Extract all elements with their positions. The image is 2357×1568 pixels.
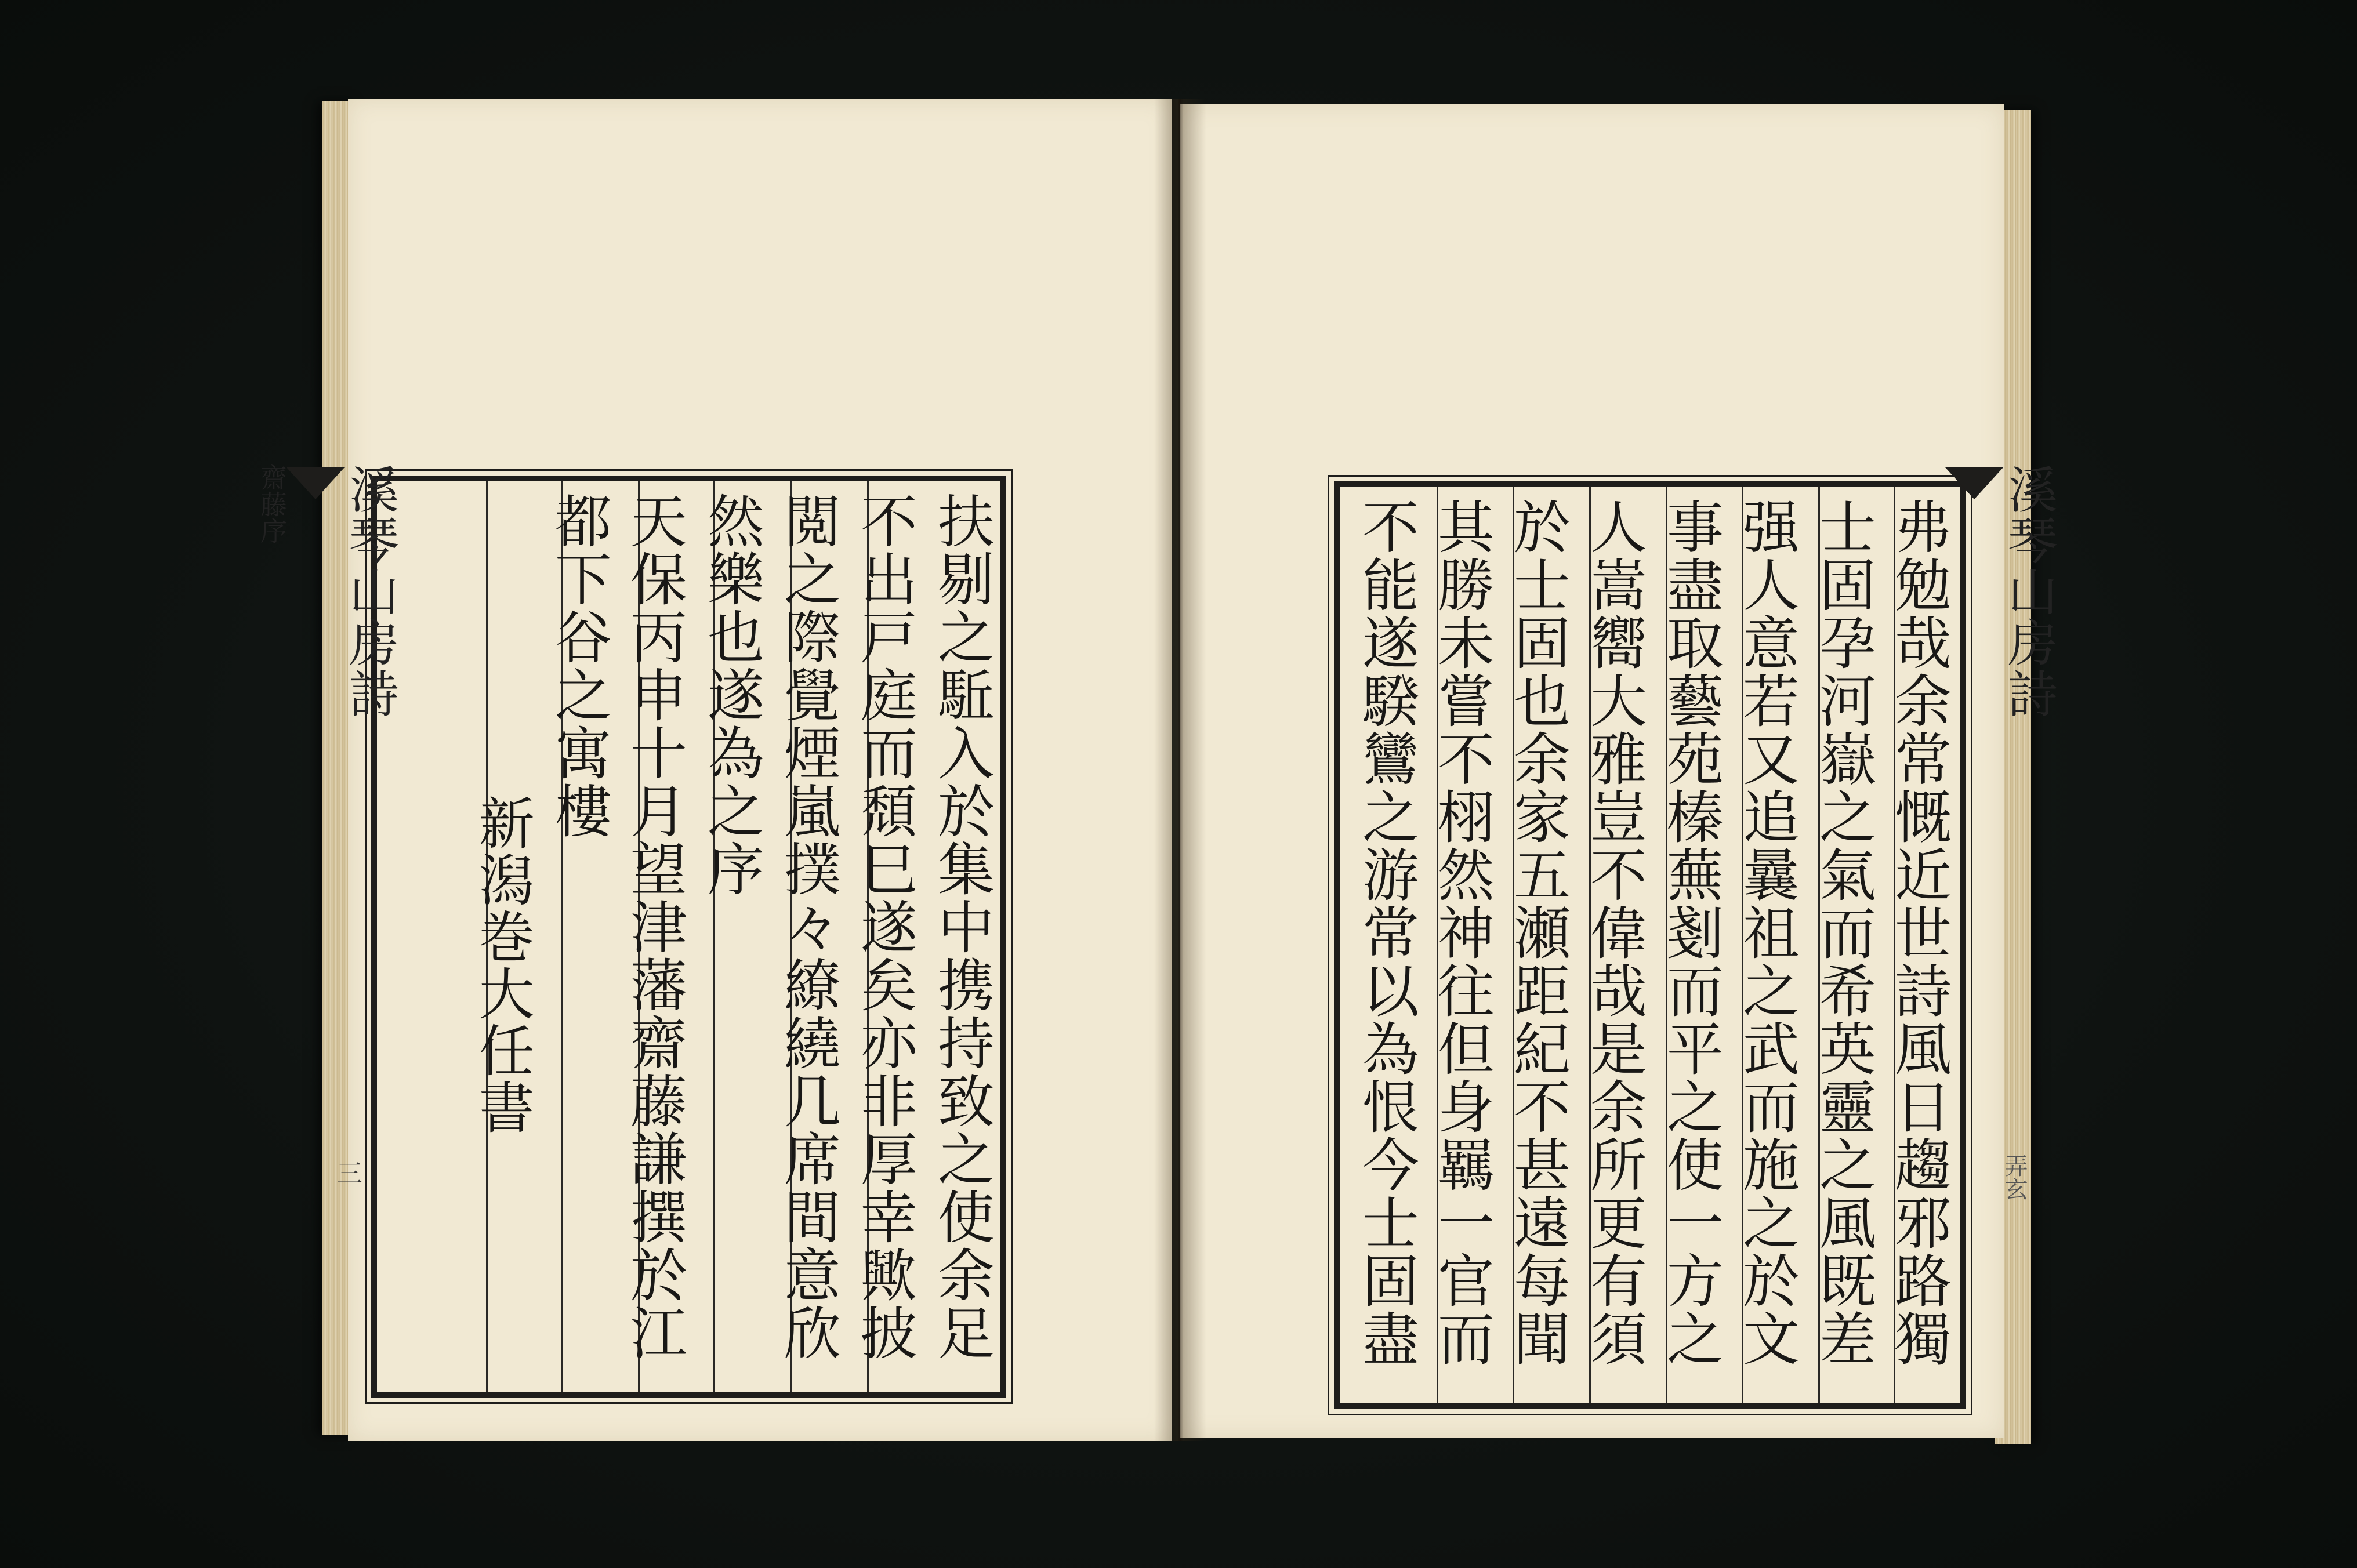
left-text-frame (371, 476, 1006, 1398)
text-column: 然樂也遂為之序 (698, 492, 764, 898)
page-number: 三 (332, 1160, 362, 1185)
text-column: 人嵩嚮大雅豈不偉哉是余所更有須 (1580, 498, 1647, 1367)
book-gutter (1154, 99, 1206, 1441)
text-column: 弗勉哉余常慨近世詩風日趨邪路獨 (1885, 498, 1952, 1367)
text-column: 扶剔之駈入於集中携持致之使余足 (928, 492, 995, 1362)
fishtail-mark-icon (287, 467, 345, 499)
right-text-frame (1334, 481, 1966, 1409)
text-column: 不能遂騤鸞之游常以為恨今士固盡 (1352, 498, 1419, 1367)
fishtail-mark-icon (1945, 467, 2003, 499)
text-column: 强人意若又追曩祖之武而施之於文 (1733, 498, 1800, 1367)
calligrapher-signature: 新潟巻大任書 (470, 794, 535, 1135)
text-column: 不出戸庭而頹巳遂矣亦非厚幸歟披 (851, 492, 918, 1362)
marginal-note: 弄玄 (2001, 1154, 2028, 1200)
text-column: 其勝未嘗不栩然神往但身羈一官而 (1428, 498, 1495, 1367)
text-column: 士固孕河嶽之氣而希英靈之風既差 (1810, 498, 1876, 1367)
left-hanshin (256, 464, 398, 719)
book-title: 溪琴山房詩 (1999, 464, 2057, 719)
text-column: 於士固也余家五瀬距紀不甚遠每聞 (1504, 498, 1571, 1367)
text-column: 都下谷之寓樓 (545, 492, 612, 840)
text-column: 事盡取藝苑榛蕪剗而平之使一方之 (1657, 498, 1724, 1367)
book-title: 溪琴山房詩 (340, 464, 398, 719)
section-label: 齋藤序 (256, 464, 288, 544)
text-column: 天保丙申十月望津藩齋藤謙撰於江 (621, 492, 687, 1362)
right-hanshin (1983, 464, 2057, 719)
text-column: 閲之際覺煙嵐撲々繚繞几席間意欣 (774, 492, 841, 1362)
